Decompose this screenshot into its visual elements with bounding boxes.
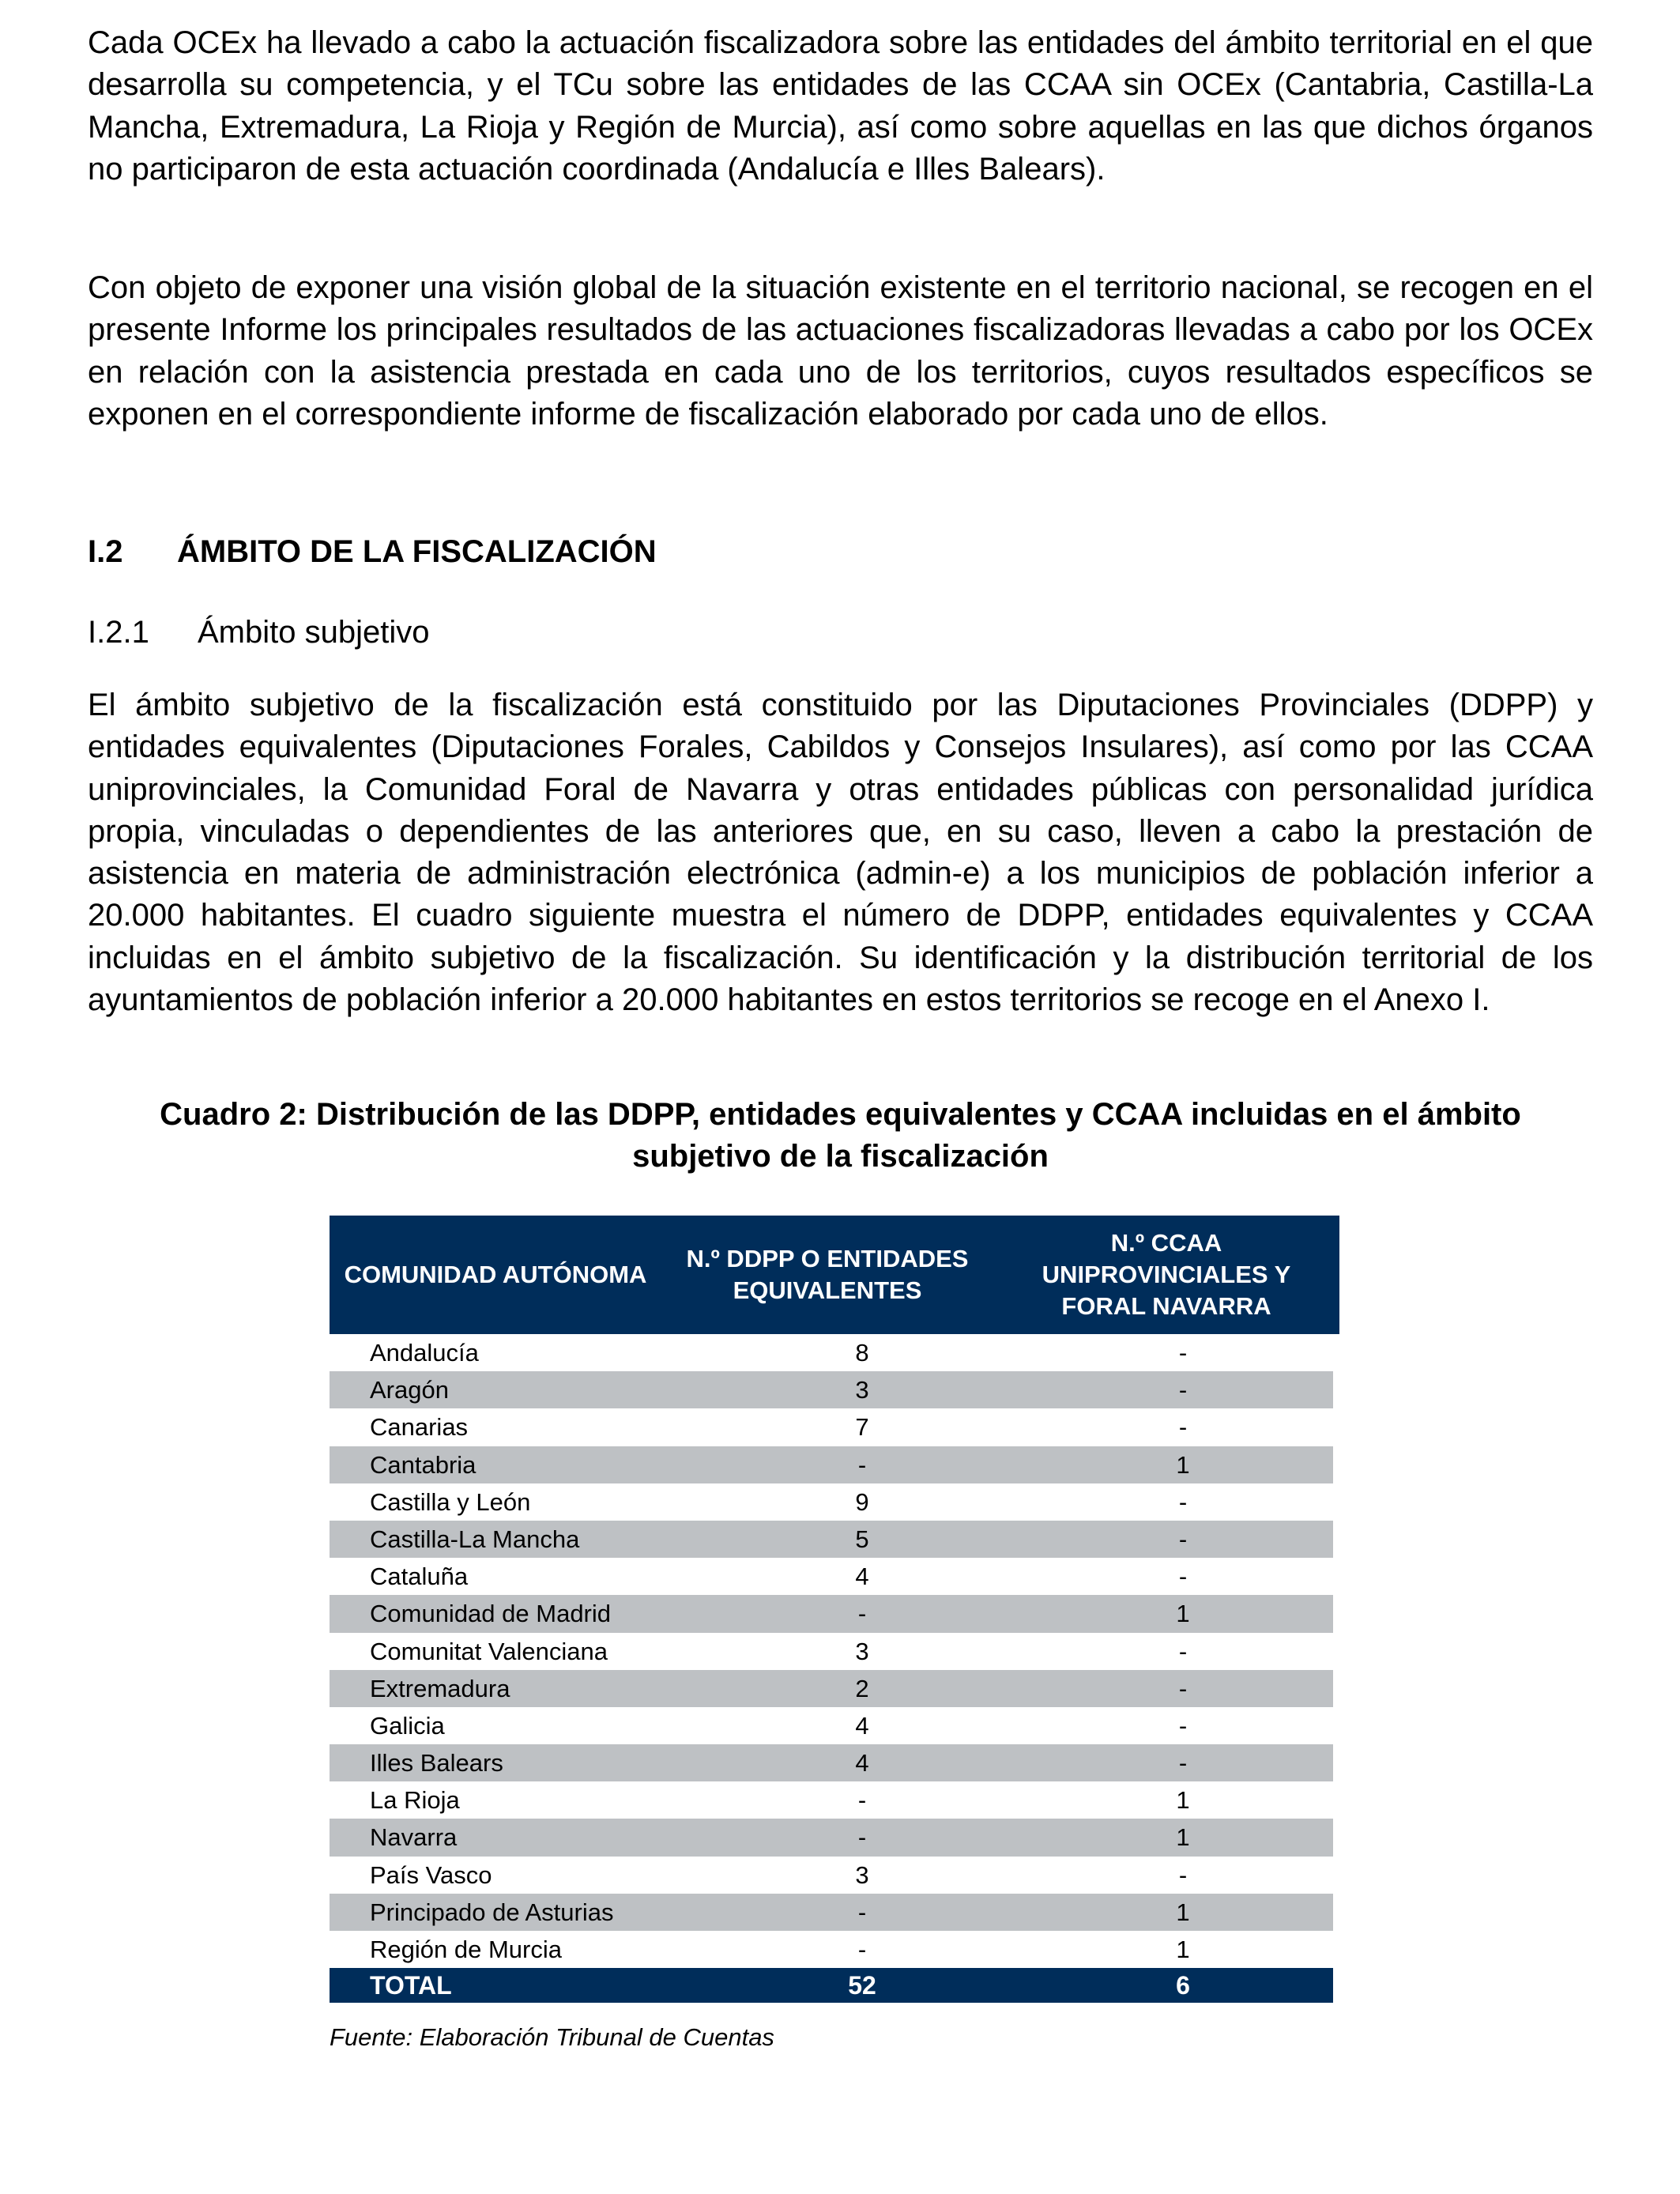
table-row — [330, 1483, 1333, 1521]
table-body — [330, 1334, 1339, 1968]
cell-comunidad: Galicia — [370, 1711, 445, 1740]
cell-ddpp: - — [857, 1786, 867, 1815]
cell-ccaa: - — [1178, 1637, 1188, 1665]
cell-comunidad: Principado de Asturias — [370, 1898, 614, 1926]
cell-ccaa: 1 — [1176, 1450, 1190, 1479]
cell-ddpp: 2 — [855, 1674, 869, 1702]
cell-ccaa: - — [1178, 1339, 1188, 1367]
table-row — [330, 1819, 1333, 1856]
table-row — [330, 1707, 1333, 1744]
cell-ddpp: 5 — [855, 1525, 869, 1553]
section-number: I.2 — [88, 534, 123, 569]
table-caption-line2: subjetivo de la fiscalización — [632, 1139, 1049, 1174]
table-caption — [88, 1094, 1593, 1178]
cell-ccaa: 1 — [1176, 1823, 1190, 1852]
table-row — [330, 1408, 1333, 1446]
cell-ccaa: - — [1178, 1413, 1188, 1442]
header-ccaa-line2: UNIPROVINCIALES Y — [1042, 1261, 1291, 1288]
cell-comunidad: Comunitat Valenciana — [370, 1637, 608, 1665]
cell-comunidad: Canarias — [370, 1413, 469, 1442]
table-row — [330, 1894, 1333, 1931]
cell-comunidad: Navarra — [370, 1823, 458, 1852]
cell-comunidad: Comunidad de Madrid — [370, 1600, 612, 1628]
table-row — [330, 1633, 1333, 1670]
cell-comunidad: La Rioja — [370, 1786, 460, 1815]
cell-comunidad: Cantabria — [370, 1450, 477, 1479]
cell-comunidad: País Vasco — [370, 1860, 492, 1889]
table-row — [330, 1931, 1333, 1968]
subsection-heading — [88, 615, 430, 650]
cell-ddpp: - — [857, 1600, 867, 1628]
cell-ccaa: - — [1178, 1674, 1188, 1702]
cell-ddpp: 8 — [855, 1339, 869, 1367]
table-row — [330, 1781, 1333, 1819]
total-ccaa: 6 — [1176, 1971, 1190, 2000]
cell-comunidad: Andalucía — [370, 1339, 479, 1367]
cell-ddpp: 3 — [855, 1376, 869, 1404]
table-row — [330, 1670, 1333, 1707]
table-row — [330, 1446, 1333, 1483]
table-source-note: Fuente: Elaboración Tribunal de Cuentas — [330, 2023, 774, 2051]
cell-comunidad: Illes Balears — [370, 1749, 503, 1777]
cell-ddpp: - — [857, 1936, 867, 1963]
header-ddpp — [661, 1216, 993, 1334]
cell-ccaa: - — [1178, 1525, 1188, 1553]
cell-ddpp: - — [857, 1823, 867, 1852]
cell-ccaa: 1 — [1176, 1786, 1190, 1815]
cell-comunidad: Castilla-La Mancha — [370, 1525, 580, 1553]
cell-ddpp: 4 — [855, 1711, 869, 1740]
section-heading — [88, 534, 657, 570]
cell-ccaa: 1 — [1176, 1936, 1190, 1963]
cell-ccaa: - — [1178, 1376, 1188, 1404]
cell-ddpp: 9 — [855, 1487, 869, 1516]
table-total-row — [330, 1968, 1333, 2003]
total-label: TOTAL — [370, 1971, 452, 2000]
cell-ddpp: - — [857, 1450, 867, 1479]
header-ccaa — [993, 1216, 1339, 1334]
cell-ccaa: - — [1178, 1749, 1188, 1777]
table-row — [330, 1521, 1333, 1558]
section-title: ÁMBITO DE LA FISCALIZACIÓN — [177, 534, 657, 569]
table-row — [330, 1334, 1333, 1371]
header-comunidad — [330, 1216, 661, 1334]
cell-ccaa: - — [1178, 1711, 1188, 1740]
total-ddpp: 52 — [848, 1971, 876, 2000]
cell-ccaa: - — [1178, 1563, 1188, 1591]
cell-ddpp: 3 — [855, 1860, 869, 1889]
cell-ddpp: 4 — [855, 1749, 869, 1777]
cell-ccaa: - — [1178, 1487, 1188, 1516]
cell-ccaa: 1 — [1176, 1600, 1190, 1628]
cell-ddpp: 3 — [855, 1637, 869, 1665]
subsection-title: Ámbito subjetivo — [198, 615, 430, 650]
header-ddpp-line1: N.º DDPP O ENTIDADES — [686, 1245, 969, 1272]
table-row — [330, 1595, 1333, 1632]
header-ccaa-line1: N.º CCAA — [1110, 1229, 1222, 1257]
cell-ddpp: - — [857, 1898, 867, 1926]
table-row — [330, 1558, 1333, 1595]
header-comunidad-label: COMUNIDAD AUTÓNOMA — [344, 1261, 647, 1288]
cell-ccaa: 1 — [1176, 1898, 1190, 1926]
cell-comunidad: Aragón — [370, 1376, 449, 1404]
cell-ddpp: 4 — [855, 1563, 869, 1591]
table-row — [330, 1857, 1333, 1894]
cell-ccaa: - — [1178, 1860, 1188, 1889]
table-header — [330, 1216, 1339, 1334]
cell-comunidad: Extremadura — [370, 1674, 510, 1702]
cell-comunidad: Castilla y León — [370, 1487, 531, 1516]
subsection-number: I.2.1 — [88, 615, 149, 650]
distribution-table — [330, 1216, 1339, 2003]
paragraph-vision-global: Con objeto de exponer una visión global de la situación existente en el territorio nacional, se recogen en el presente Informe los principales resultados de las actuaciones fiscalizadoras llevadas a cabo por los OCEx en relación con la asistencia prestada en cada uno de los territorios, cuyos resultados específicos se exponen en el correspondiente informe de fiscalización elaborado por cada uno de ellos. — [88, 270, 1593, 432]
cell-comunidad: Cataluña — [370, 1563, 469, 1591]
table-row — [330, 1744, 1333, 1781]
cell-comunidad: Región de Murcia — [370, 1936, 562, 1963]
table-caption-line1: Cuadro 2: Distribución de las DDPP, entidades equivalentes y CCAA incluidas en el ámbito — [160, 1097, 1521, 1132]
table-row — [330, 1371, 1333, 1408]
header-ccaa-line3: FORAL NAVARRA — [1061, 1292, 1271, 1320]
paragraph-ambito-subjetivo: El ámbito subjetivo de la fiscalización está constituido por las Diputaciones Provinciales (DDPP) y entidades equivalentes (Diputaciones Forales, Cabildos y Consejos Insulares), así como por las CCAA uniprovinciales, la Comunidad Foral de Navarra y otras entidades públicas con personalidad jurídica propia, vinculadas o dependientes de las anteriores que, en su caso, lleven a cabo la prestación de asistencia en materia de administración electrónica (admin-e) a los municipios de población inferior a 20.000 habitantes. El cuadro siguiente muestra el número de DDPP, entidades equivalentes y CCAA incluidas en el ámbito subjetivo de la fiscalización. Su identificación y la distribución territorial de los ayuntamientos de población inferior a 20.000 habitantes en estos territorios se recoge en el Anexo I. — [88, 688, 1593, 1018]
header-ddpp-line2: EQUIVALENTES — [733, 1276, 922, 1304]
cell-ddpp: 7 — [855, 1413, 869, 1442]
paragraph-ocex-actuacion: Cada OCEx ha llevado a cabo la actuación fiscalizadora sobre las entidades del ámbito territorial en el que desarrolla su competencia, y el TCu sobre las entidades de las CCAA sin OCEx (Cantabria, Castilla-La Mancha, Extremadura, La Rioja y Región de Murcia), así como sobre aquellas en las que dichos órganos no participaron de esta actuación coordinada (Andalucía e Illes Balears). — [88, 25, 1593, 187]
